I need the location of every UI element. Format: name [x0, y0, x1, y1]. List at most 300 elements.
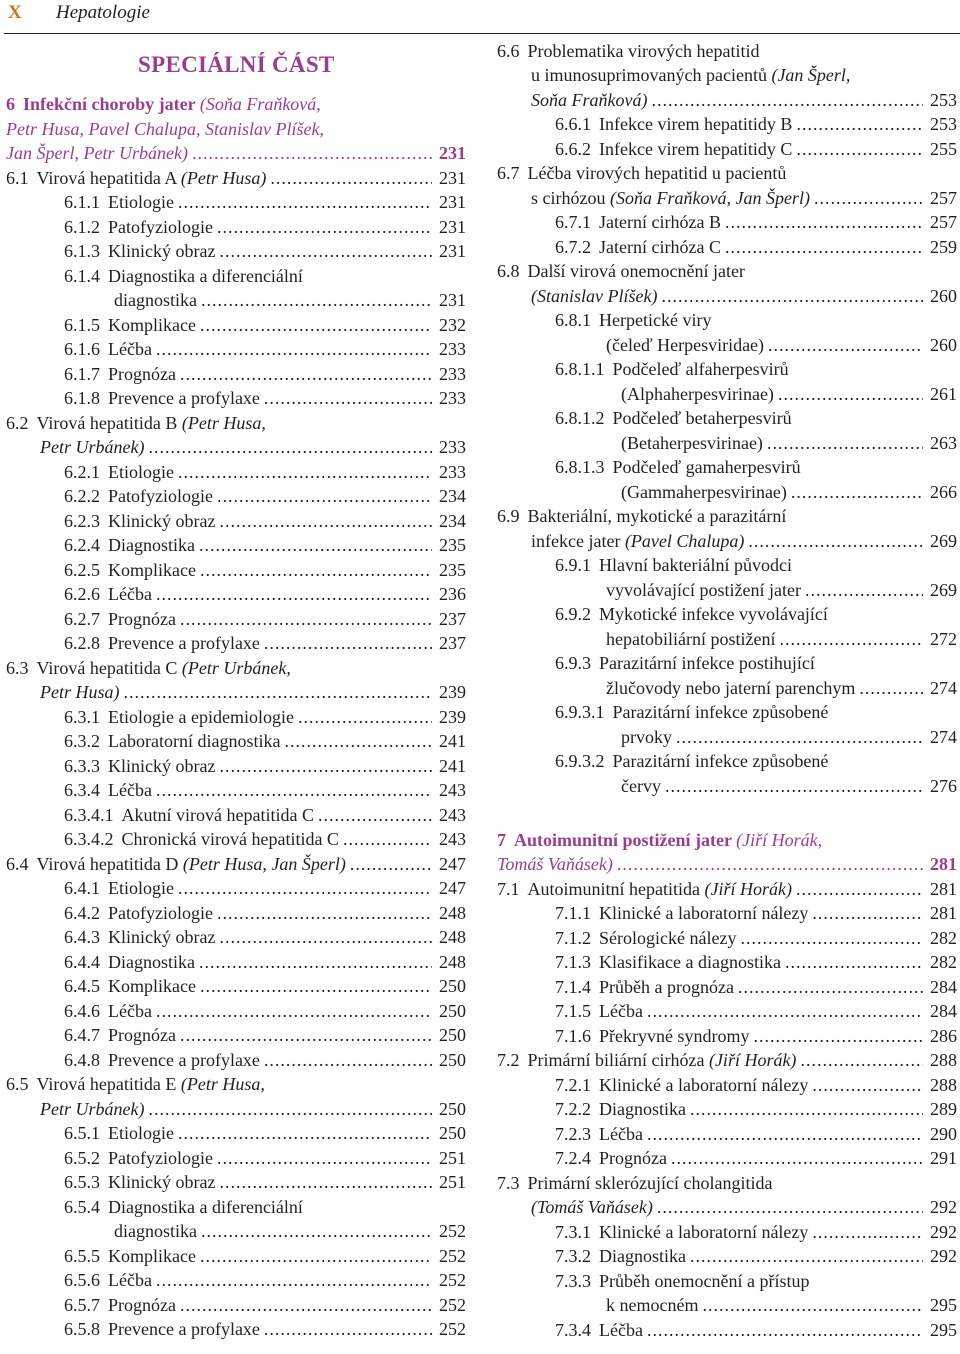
toc-entry-page: 276 [930, 776, 957, 796]
dot-leader [219, 239, 432, 263]
toc-entry-title: Podčeleď alfaherpesvirů [612, 359, 789, 379]
dot-leader [264, 1317, 432, 1341]
toc-entry-page: 257 [930, 212, 957, 232]
toc-entry [555, 651, 957, 675]
dot-leader [785, 950, 923, 974]
toc-entry [555, 1024, 957, 1048]
toc-entry-page: 234 [439, 486, 466, 506]
toc-entry-number: 6.6 [497, 41, 520, 61]
dot-leader [859, 676, 923, 700]
toc-entry-authors: (Stanislav Plíšek) [531, 286, 658, 306]
toc-entry-authors: Petr Husa, Pavel Chalupa, Stanislav Plíšek, [6, 119, 324, 139]
toc-entry [497, 1048, 957, 1072]
toc-entry-number: 6.4.5 [64, 976, 100, 996]
toc-entry-title: Patofyziologie [108, 1148, 213, 1168]
toc-entry [64, 778, 466, 802]
toc-entry-page: 232 [439, 315, 466, 335]
dot-leader [156, 999, 432, 1023]
toc-entry [64, 999, 466, 1023]
toc-entry-page: 247 [439, 854, 466, 874]
toc-entry-page: 243 [439, 780, 466, 800]
dot-leader [796, 137, 923, 161]
toc-entry-page: 248 [439, 952, 466, 972]
toc-entry-page: 235 [439, 535, 466, 555]
toc-entry [531, 63, 957, 87]
toc-entry-number: 6.9.3.2 [555, 751, 605, 771]
toc-entry-title: Diagnostika a diferenciální [108, 1197, 303, 1217]
dot-leader [180, 1293, 432, 1317]
toc-entry-page: 231 [439, 143, 466, 163]
toc-entry [64, 264, 466, 288]
toc-entry-page: 250 [439, 1025, 466, 1045]
toc-entry-number: 6.1.7 [64, 364, 100, 384]
dot-leader [180, 607, 432, 631]
dot-leader [180, 362, 432, 386]
toc-entry-number: 6.1.6 [64, 339, 100, 359]
toc-entry-title: Mykotické infekce vyvolávající [599, 604, 828, 624]
toc-entry-title: Diagnostika [599, 1246, 686, 1266]
toc-entry-page: 231 [439, 168, 466, 188]
toc-entry-number: 7.1.1 [555, 903, 591, 923]
toc-entry [555, 1220, 957, 1244]
toc-entry [64, 1268, 466, 1292]
toc-entry-authors: (Petr Husa, Jan Šperl) [182, 854, 346, 874]
toc-entry-title: Průběh onemocnění a přístup [599, 1271, 810, 1291]
toc-entry [64, 876, 466, 900]
toc-entry-number: 6.6.1 [555, 114, 591, 134]
toc-entry-number: 6.5.4 [64, 1197, 100, 1217]
toc-entry-page: 251 [439, 1172, 466, 1192]
toc-entry [64, 215, 466, 239]
toc-entry-title: Léčba [599, 1001, 643, 1021]
toc-entry-number: 7.2.1 [555, 1075, 591, 1095]
toc-entry-page: 243 [439, 805, 466, 825]
toc-entry-authors: Petr Urbánek) [40, 437, 145, 457]
toc-entry-authors: (Jiří Horák) [708, 1050, 797, 1070]
toc-entry-number: 6.3.4.1 [64, 805, 114, 825]
dot-leader [192, 141, 432, 165]
toc-entry [606, 578, 957, 602]
toc-entry [621, 431, 957, 455]
toc-entry-title: u imunosuprimovaných pacientů [531, 65, 772, 85]
running-header [4, 0, 960, 32]
toc-entry-title: Jaterní cirhóza B [599, 212, 721, 232]
toc-entry-number: 6.4.4 [64, 952, 100, 972]
toc-entry-page: 233 [439, 388, 466, 408]
toc-entry-number: 6.5.6 [64, 1270, 100, 1290]
toc-entry-page: 292 [930, 1197, 957, 1217]
dot-leader [264, 631, 432, 655]
toc-entry-number: 6.2.3 [64, 511, 100, 531]
toc-entry-number: 6.8.1 [555, 310, 591, 330]
toc-entry [606, 333, 957, 357]
toc-entry [64, 313, 466, 337]
dot-leader [343, 827, 432, 851]
toc-entry-page: 233 [439, 462, 466, 482]
toc-entry [555, 700, 957, 724]
dot-leader [201, 1219, 432, 1243]
dot-leader [812, 901, 923, 925]
toc-entry-title: diagnostika [114, 1221, 197, 1241]
dot-leader [178, 460, 432, 484]
dot-leader [805, 578, 923, 602]
toc-entry-authors: (Tomáš Vaňásek) [531, 1197, 653, 1217]
dot-leader [647, 1122, 923, 1146]
toc-entry [64, 754, 466, 778]
toc-entry-page: 266 [930, 482, 957, 502]
toc-entry [531, 284, 957, 308]
toc-entry-number: 6.7.2 [555, 237, 591, 257]
toc-entry [497, 877, 957, 901]
toc-entry-page: 252 [439, 1246, 466, 1266]
toc-entry-page: 248 [439, 927, 466, 947]
toc-entry-authors: (Jiří Horák, [736, 830, 823, 850]
toc-entry-page: 235 [439, 560, 466, 580]
toc-entry-number: 6.1.2 [64, 217, 100, 237]
toc-entry-page: 250 [439, 1050, 466, 1070]
toc-entry [555, 901, 957, 925]
toc-entry-title: Prognóza [108, 609, 176, 629]
toc-entry-number: 7.2.2 [555, 1099, 591, 1119]
toc-entry-number: 7.3 [497, 1173, 520, 1193]
toc-entry-number: 6.9 [497, 506, 520, 526]
toc-entry-page: 231 [439, 290, 466, 310]
toc-entry-number: 6.4 [6, 854, 29, 874]
dot-leader [156, 337, 432, 361]
toc-entry-page: 291 [930, 1148, 957, 1168]
toc-entry-title: Klinický obraz [108, 1172, 216, 1192]
toc-entry-title: Hlavní bakteriální původci [599, 555, 792, 575]
toc-entry-number: 6.9.2 [555, 604, 591, 624]
toc-entry-page: 259 [930, 237, 957, 257]
toc-entry-page: 252 [439, 1319, 466, 1339]
toc-entry-page: 274 [930, 678, 957, 698]
toc-entry-page: 239 [439, 682, 466, 702]
toc-entry-title: Klinický obraz [108, 927, 216, 947]
section-heading: SPECIÁLNÍ ČÁST [138, 52, 335, 77]
toc-entry-title: Virová hepatitida B [36, 413, 182, 433]
toc-entry [497, 504, 957, 528]
toc-entry [6, 92, 466, 116]
toc-entry [555, 235, 957, 259]
dot-leader [199, 533, 432, 557]
toc-entry-page: 269 [930, 580, 957, 600]
toc-entry-page: 236 [439, 584, 466, 604]
toc-entry-authors: (Soňa Fraňková, Jan Šperl) [609, 188, 810, 208]
dot-leader [284, 729, 432, 753]
toc-entry [555, 210, 957, 234]
toc-entry [497, 852, 957, 876]
toc-entry [64, 1121, 466, 1145]
toc-entry-title: Laboratorní diagnostika [108, 731, 281, 751]
toc-entry-number: 7.3.4 [555, 1320, 591, 1340]
toc-entry-title: prvoky [621, 727, 672, 747]
toc-entry [531, 529, 957, 553]
toc-entry [64, 607, 466, 631]
toc-entry-number: 7.1.4 [555, 977, 591, 997]
toc-entry-page: 288 [930, 1075, 957, 1095]
toc-entry-number: 7.3.1 [555, 1222, 591, 1242]
toc-entry [64, 729, 466, 753]
dot-leader [702, 1293, 923, 1317]
running-title: Hepatologie [56, 2, 150, 23]
toc-entry-number: 6.8.1.2 [555, 408, 605, 428]
toc-entry-number: 7 [497, 830, 506, 850]
toc-entry-title: Diagnostika a diferenciální [108, 266, 303, 286]
toc-entry [555, 357, 957, 381]
toc-entry [6, 411, 466, 435]
dot-leader [201, 288, 432, 312]
dot-leader [661, 284, 923, 308]
toc-entry [555, 926, 957, 950]
toc-entry-title: Komplikace [108, 1246, 196, 1266]
header-rule [4, 33, 960, 34]
toc-entry [64, 190, 466, 214]
toc-entry-number: 7.2.3 [555, 1124, 591, 1144]
toc-entry [555, 553, 957, 577]
toc-entry-title: žlučovody nebo jaterní parenchym [606, 678, 856, 698]
toc-entry-page: 292 [930, 1222, 957, 1242]
toc-entry [64, 803, 466, 827]
dot-leader [200, 1244, 432, 1268]
toc-entry [621, 480, 957, 504]
toc-entry-title: (Gammaherpesvirinae) [621, 482, 787, 502]
toc-entry-number: 6.3.4 [64, 780, 100, 800]
toc-entry [64, 925, 466, 949]
toc-entry [6, 166, 466, 190]
toc-entry-title: Léčba [108, 1270, 152, 1290]
toc-entry-number: 6.5.8 [64, 1319, 100, 1339]
toc-entry [555, 308, 957, 332]
toc-entry-title: Komplikace [108, 560, 196, 580]
toc-entry [64, 1170, 466, 1194]
toc-entry [64, 239, 466, 263]
toc-entry-number: 6.8.1.1 [555, 359, 605, 379]
toc-entry [531, 88, 957, 112]
toc-entry-title: Virová hepatitida C [36, 658, 182, 678]
toc-entry-title: diagnostika [114, 290, 197, 310]
dot-leader [200, 313, 432, 337]
toc-entry-authors: (Petr Husa, [180, 1074, 265, 1094]
dot-leader [270, 166, 432, 190]
toc-entry-number: 6.4.2 [64, 903, 100, 923]
toc-entry [555, 1122, 957, 1146]
dot-leader [647, 1318, 923, 1342]
toc-entry-title: Chronická virová hepatitida C [121, 829, 339, 849]
toc-entry [64, 827, 466, 851]
toc-entry [555, 1318, 957, 1342]
toc-entry [40, 435, 466, 459]
toc-entry [6, 117, 466, 141]
toc-entry-title: Prevence a profylaxe [108, 388, 260, 408]
toc-entry-page: 248 [439, 903, 466, 923]
toc-entry-number: 6.1 [6, 168, 29, 188]
toc-entry-page: 290 [930, 1124, 957, 1144]
toc-entry [555, 406, 957, 430]
toc-entry [64, 509, 466, 533]
toc-entry-number: 6.2.5 [64, 560, 100, 580]
dot-leader [791, 480, 923, 504]
dot-leader [219, 1170, 432, 1194]
dot-leader [264, 386, 432, 410]
toc-entry-page: 237 [439, 633, 466, 653]
dot-leader [768, 333, 923, 357]
toc-entry-number: 7.2 [497, 1050, 520, 1070]
toc-entry-page: 231 [439, 241, 466, 261]
dot-leader [217, 901, 432, 925]
toc-entry-title: Léčba virových hepatitid u pacientů [527, 163, 787, 183]
toc-entry-number: 6.4.7 [64, 1025, 100, 1045]
dot-leader [219, 509, 432, 533]
toc-entry-title: Infekce virem hepatitidy B [599, 114, 793, 134]
toc-entry [606, 676, 957, 700]
toc-entry-title: Klinické a laboratorní nálezy [599, 903, 809, 923]
toc-entry-title: Podčeleď betaherpesvirů [612, 408, 792, 428]
toc-entry-authors: Tomáš Vaňásek) [497, 854, 613, 874]
toc-entry-page: 234 [439, 511, 466, 531]
toc-entry-number: 6.2.2 [64, 486, 100, 506]
toc-entry-authors: (Petr Husa) [180, 168, 267, 188]
toc-entry-number: 6.3.2 [64, 731, 100, 751]
toc-entry-title: Sérologické nálezy [599, 928, 737, 948]
dot-leader [657, 1195, 923, 1219]
toc-entry-title: Léčba [599, 1124, 643, 1144]
toc-entry-title: hepatobiliární postižení [606, 629, 776, 649]
toc-entry [64, 460, 466, 484]
toc-entry-authors: (Pavel Chalupa) [624, 531, 745, 551]
toc-entry-page: 295 [930, 1320, 957, 1340]
toc-entry [555, 1269, 957, 1293]
toc-entry-page: 237 [439, 609, 466, 629]
toc-entry [64, 582, 466, 606]
dot-leader [778, 382, 923, 406]
toc-entry-number: 6.7.1 [555, 212, 591, 232]
toc-entry-number: 6.4.1 [64, 878, 100, 898]
toc-entry-page: 253 [930, 90, 957, 110]
toc-entry-title: Akutní virová hepatitida C [121, 805, 314, 825]
toc-entry-number: 6.1.4 [64, 266, 100, 286]
toc-entry-title: Patofyziologie [108, 903, 213, 923]
toc-entry-title: Patofyziologie [108, 486, 213, 506]
dot-leader [647, 999, 923, 1023]
toc-entry-number: 6.2.1 [64, 462, 100, 482]
toc-entry-number: 6.2 [6, 413, 29, 433]
dot-leader [814, 186, 923, 210]
toc-entry [64, 558, 466, 582]
toc-entry-title: infekce jater [531, 531, 625, 551]
toc-entry-title: Prognóza [108, 1295, 176, 1315]
toc-entry-page: 282 [930, 928, 957, 948]
toc-entry-number: 6.9.3 [555, 653, 591, 673]
dot-leader [200, 974, 432, 998]
toc-entry-title: Problematika virových hepatitid [527, 41, 760, 61]
toc-entry-title: Diagnostika [599, 1099, 686, 1119]
toc-entry-title: Prognóza [108, 364, 176, 384]
dot-leader [812, 1073, 923, 1097]
toc-entry-title: Prevence a profylaxe [108, 1050, 260, 1070]
toc-entry-title: Prognóza [108, 1025, 176, 1045]
toc-entry-page: 281 [930, 879, 957, 899]
toc-entry [64, 705, 466, 729]
toc-entry [606, 627, 957, 651]
dot-leader [676, 725, 923, 749]
toc-entry-title: Virová hepatitida E [36, 1074, 181, 1094]
toc-entry-authors: Jan Šperl, Petr Urbánek) [6, 143, 188, 163]
toc-entry-title: Klasifikace a diagnostika [599, 952, 781, 972]
dot-leader [671, 1146, 923, 1170]
toc-entry-title: Herpetické viry [599, 310, 712, 330]
toc-entry-title: Prevence a profylaxe [108, 633, 260, 653]
toc-entry [40, 680, 466, 704]
toc-entry-number: 6.8 [497, 261, 520, 281]
dot-leader [665, 774, 923, 798]
toc-entry-page: 251 [439, 1148, 466, 1168]
toc-entry-title: Komplikace [108, 315, 196, 335]
dot-leader [148, 1097, 432, 1121]
toc-entry-title: (Betaherpesvirinae) [621, 433, 763, 453]
toc-entry [555, 602, 957, 626]
dot-leader [740, 926, 923, 950]
toc-entry-page: 295 [930, 1295, 957, 1315]
dot-leader [738, 975, 923, 999]
toc-entry [555, 1097, 957, 1121]
toc-entry-title: Primární sklerózující cholangitida [527, 1173, 773, 1193]
toc-entry-title: Virová hepatitida A [36, 168, 181, 188]
toc-entry-number: 6.5.2 [64, 1148, 100, 1168]
toc-entry [497, 828, 957, 852]
toc-entry-number: 6.3.1 [64, 707, 100, 727]
toc-entry-number: 6.9.3.1 [555, 702, 605, 722]
dot-leader [219, 754, 432, 778]
toc-entry-page: 252 [439, 1221, 466, 1241]
toc-entry-number: 7.3.3 [555, 1271, 591, 1291]
toc-entry-authors: Petr Husa) [40, 682, 120, 702]
toc-entry-number: 6.1.1 [64, 192, 100, 212]
toc-entry-page: 282 [930, 952, 957, 972]
toc-entry [621, 725, 957, 749]
toc-entry-number: 6.5 [6, 1074, 29, 1094]
toc-entry-page: 250 [439, 1099, 466, 1119]
toc-entry [555, 137, 957, 161]
toc-entry-page: 261 [930, 384, 957, 404]
toc-entry-title: Virová hepatitida D [36, 854, 183, 874]
toc-entry-number: 6.2.4 [64, 535, 100, 555]
dot-leader [796, 877, 923, 901]
toc-entry [555, 1146, 957, 1170]
toc-entry [64, 950, 466, 974]
toc-entry-page: 284 [930, 1001, 957, 1021]
toc-entry-authors: Soňa Fraňková) [531, 90, 648, 110]
toc-entry [64, 1244, 466, 1268]
toc-entry [531, 1195, 957, 1219]
dot-leader [178, 876, 432, 900]
toc-entry-page: 257 [930, 188, 957, 208]
toc-entry-number: 6.3 [6, 658, 29, 678]
dot-leader [753, 1024, 923, 1048]
toc-entry [64, 1317, 466, 1341]
toc-entry-title: Infekční choroby jater [23, 94, 200, 114]
toc-entry [64, 1048, 466, 1072]
toc-entry-number: 6.4.8 [64, 1050, 100, 1070]
dot-leader [298, 705, 432, 729]
dot-leader [178, 1121, 432, 1145]
toc-entry-number: 7.1.5 [555, 1001, 591, 1021]
toc-entry-number: 6.4.6 [64, 1001, 100, 1021]
toc-entry-authors: Petr Urbánek) [40, 1099, 145, 1119]
toc-entry-page: 269 [930, 531, 957, 551]
toc-entry-title: Parazitární infekce způsobené [612, 702, 829, 722]
dot-leader [200, 558, 432, 582]
